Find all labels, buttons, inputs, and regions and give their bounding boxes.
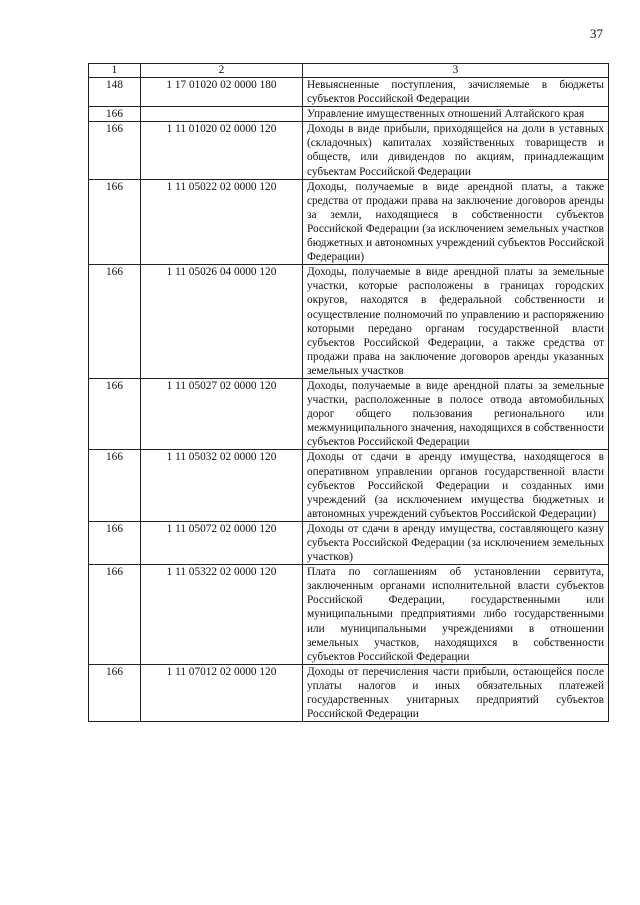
table-row — [89, 378, 609, 449]
page-number: 37 — [590, 26, 603, 41]
admin-code-cell: 166 — [89, 122, 141, 179]
admin-code-cell: 166 — [89, 107, 141, 122]
admin-code-cell: 166 — [89, 450, 141, 521]
admin-code-cell: 148 — [89, 78, 141, 107]
revenue-name-cell: Доходы от сдачи в аренду имущества, находящегося в оперативном управлении органов государственной власти субъектов Российской Федерации и созданных ими учреждений (за исключением имущества бюджетных и автономных учреждений субъектов Российской Федерации) — [303, 450, 609, 521]
revenue-code-cell: 1 11 07012 02 0000 120 — [141, 664, 303, 721]
revenue-code-cell: 1 11 05027 02 0000 120 — [141, 378, 303, 449]
table-row — [89, 122, 609, 179]
revenue-code-cell: 1 11 05032 02 0000 120 — [141, 450, 303, 521]
revenue-code-cell: 1 11 01020 02 0000 120 — [141, 122, 303, 179]
admin-code-cell: 166 — [89, 664, 141, 721]
header-col-3: 3 — [303, 64, 609, 78]
revenue-code-cell: 1 11 05022 02 0000 120 — [141, 179, 303, 265]
admin-code-cell: 166 — [89, 265, 141, 379]
header-col-1: 1 — [89, 64, 141, 78]
table-row — [89, 107, 609, 122]
revenue-name-cell: Доходы, получаемые в виде арендной платы, а также средства от продажи права на заключение договоров аренды за земли, находящиеся в собственности субъектов Российской Федерации (за исключением земельных участков бюджетных и автономных учреждений субъектов Российской Федерации) — [303, 179, 609, 265]
revenue-codes-table — [88, 63, 609, 722]
table-row — [89, 565, 609, 665]
revenue-name-cell: Плата по соглашениям об установлении сервитута, заключенным органами исполнительной власти субъектов Российской Федерации, государственными или муниципальными предприятиями либо государственными или муниципальными учреждениями в отношении земельных участков, находящихся в собственности субъектов Российской Федерации — [303, 565, 609, 665]
revenue-name-cell: Невыясненные поступления, зачисляемые в бюджеты субъектов Российской Федерации — [303, 78, 609, 107]
revenue-name-cell: Управление имущественных отношений Алтайского края — [303, 107, 609, 122]
admin-code-cell: 166 — [89, 179, 141, 265]
table-row — [89, 450, 609, 521]
table-row — [89, 78, 609, 107]
table-row — [89, 179, 609, 265]
table-row — [89, 265, 609, 379]
revenue-code-cell: 1 17 01020 02 0000 180 — [141, 78, 303, 107]
table-row — [89, 521, 609, 564]
revenue-code-cell: 1 11 05072 02 0000 120 — [141, 521, 303, 564]
table-row — [89, 664, 609, 721]
revenue-code-cell: 1 11 05026 04 0000 120 — [141, 265, 303, 379]
header-col-2: 2 — [141, 64, 303, 78]
revenue-name-cell: Доходы, получаемые в виде арендной платы за земельные участки, которые расположены в границах городских округов, находятся в федеральной собственности и осуществление полномочий по управлению и распоряжению которыми передано органам государственной власти субъектов Российской Федерации, а также средства от продажи права на заключение договоров аренды указанных земельных участков — [303, 265, 609, 379]
revenue-name-cell: Доходы от перечисления части прибыли, остающейся после уплаты налогов и иных обязательных платежей государственных унитарных предприятий субъектов Российской Федерации — [303, 664, 609, 721]
revenue-code-cell — [141, 107, 303, 122]
revenue-code-cell: 1 11 05322 02 0000 120 — [141, 565, 303, 665]
admin-code-cell: 166 — [89, 521, 141, 564]
admin-code-cell: 166 — [89, 565, 141, 665]
revenue-name-cell: Доходы от сдачи в аренду имущества, составляющего казну субъекта Российской Федерации (за исключением земельных участков) — [303, 521, 609, 564]
table-header-row — [89, 64, 609, 78]
revenue-name-cell: Доходы, получаемые в виде арендной платы за земельные участки, расположенные в полосе отвода автомобильных дорог общего пользования регионального или межмуниципального значения, находящихся в собственности субъектов Российской Федерации — [303, 378, 609, 449]
revenue-name-cell: Доходы в виде прибыли, приходящейся на доли в уставных (складочных) капиталах хозяйственных товариществ и обществ, или дивидендов по акциям, принадлежащим субъектам Российской Федерации — [303, 122, 609, 179]
admin-code-cell: 166 — [89, 378, 141, 449]
